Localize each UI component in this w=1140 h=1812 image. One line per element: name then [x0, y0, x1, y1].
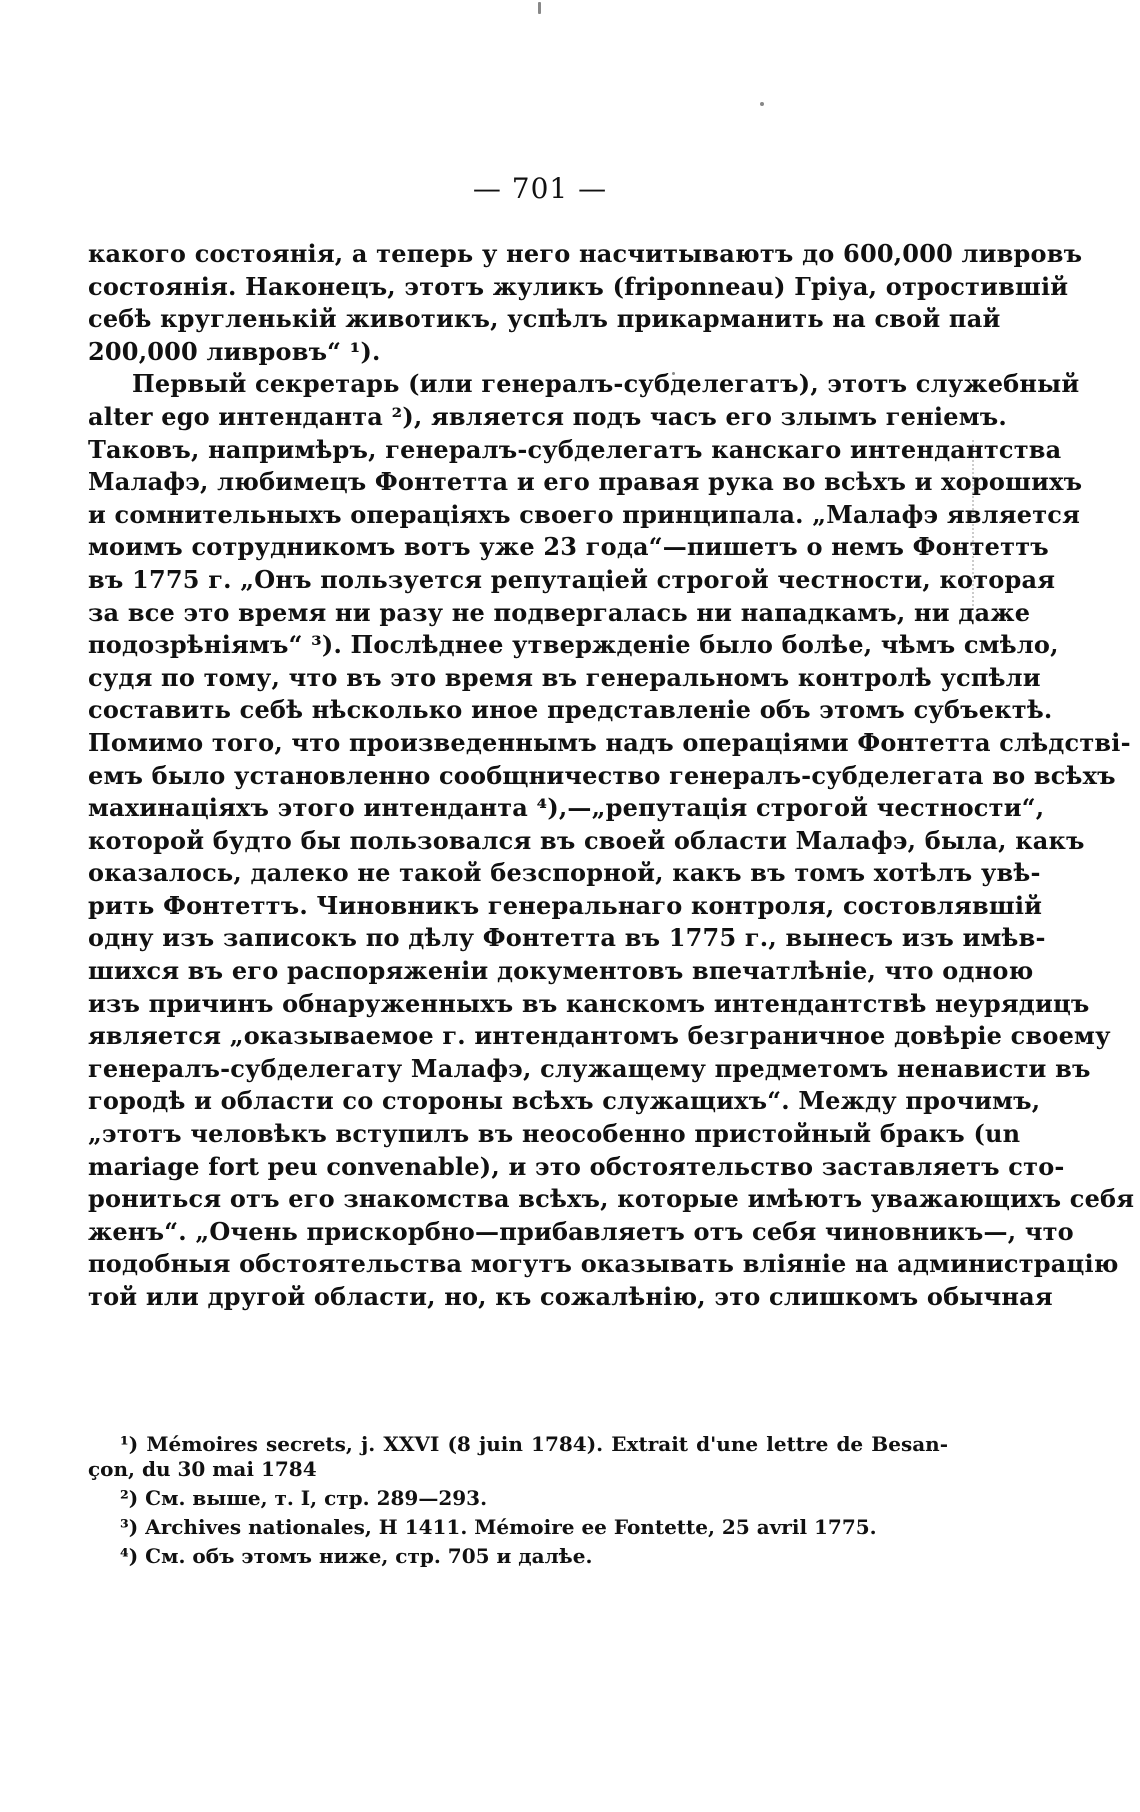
page-speck — [760, 102, 764, 106]
text-line: которой будто бы пользовался въ своей области Малафэ, была, какъ — [88, 825, 1085, 855]
text-line: „этотъ человѣкъ вступилъ въ неособенно пристойный бракъ (un — [88, 1119, 1021, 1149]
footnote-line: çon, du 30 mai 1784 — [88, 1457, 317, 1481]
text-line: городѣ и области со стороны всѣхъ служащихъ“. Между прочимъ, — [88, 1086, 1041, 1116]
footnote — [88, 1515, 948, 1540]
text-line: подозрѣніямъ“ ³). Послѣднее утвержденіе было болѣе, чѣмъ смѣло, — [88, 630, 1059, 660]
text-line: и сомнительныхъ операціяхъ своего принципала. „Малафэ является — [88, 499, 1081, 529]
text-line: махинаціяхъ этого интенданта ⁴),—„репутація строгой честности“, — [88, 793, 1045, 823]
text-line: Таковъ, напримѣръ, генералъ-субделегатъ канскаго интендантства — [88, 434, 1062, 464]
text-line: состоянія. Наконецъ, этотъ жуликъ (friponneau) Гріуа, отростившій — [88, 271, 1069, 301]
text-line: въ 1775 г. „Онъ пользуется репутаціей строгой честности, которая — [88, 564, 1056, 594]
footnotes — [88, 1432, 948, 1569]
footnote-line: ¹) Mémoires secrets, j. XXVI (8 juin 1784). Extrait d'une lettre de Besan- — [120, 1432, 948, 1456]
text-line: емъ было установленно сообщничество генералъ-субделегата во всѣхъ — [88, 760, 1116, 790]
text-line: alter ego интенданта ²), является подъ часъ его злымъ геніемъ. — [88, 401, 1007, 431]
footnote-line: ²) См. выше, т. I, стр. 289—293. — [120, 1486, 488, 1510]
text-line: судя по тому, что въ это время въ генеральномъ контролѣ успѣли — [88, 662, 1041, 692]
text-line: рониться отъ его знакомства всѣхъ, которые имѣютъ уважающихъ себя — [88, 1184, 1135, 1214]
text-line: женъ“. „Очень прискорбно—прибавляетъ отъ себя чиновникъ—, что — [88, 1216, 1074, 1246]
text-line: Помимо того, что произведеннымъ надъ операціями Фонтетта слѣдстві- — [88, 727, 1131, 757]
page-speck — [538, 2, 541, 14]
text-line: за все это время ни разу не подвергалась ни нападкамъ, ни даже — [88, 597, 1031, 627]
text-line: моимъ сотрудникомъ вотъ уже 23 года“—пишетъ о немъ Фонтеттъ — [88, 532, 1049, 562]
text-line: подобныя обстоятельства могутъ оказывать вліяніе на администрацію — [88, 1249, 1119, 1279]
page-number: — 701 — — [472, 172, 608, 205]
main-text — [88, 238, 1135, 1314]
text-line: оказалось, далеко не такой безспорной, какъ въ томъ хотѣлъ увѣ- — [88, 858, 1041, 888]
text-line: себѣ кругленькій животикъ, успѣлъ прикарманить на свой пай — [88, 304, 1001, 334]
text-line: какого состоянія, а теперь у него насчитываютъ до 600,000 ливровъ — [88, 239, 1083, 268]
text-line: является „оказываемое г. интендантомъ безграничное довѣріе своему — [88, 1021, 1111, 1051]
text-line: генералъ-субделегату Малафэ, служащему предметомъ ненависти въ — [88, 1053, 1091, 1083]
footnote-line: ³) Archives nationales, H 1411. Mémoire ee Fontette, 25 avril 1775. — [120, 1515, 877, 1539]
text-line: mariage fort peu convenable), и это обстоятельство заставляетъ сто- — [88, 1151, 1065, 1181]
text-line: Первый секретарь (или генералъ-субделегатъ), этотъ служебный — [132, 369, 1080, 399]
text-line: рить Фонтеттъ. Чиновникъ генеральнаго контроля, состовлявшій — [88, 890, 1043, 920]
text-line: изъ причинъ обнаруженныхъ въ канскомъ интендантствѣ неурядицъ — [88, 988, 1090, 1018]
footnote — [88, 1432, 948, 1482]
text-line: 200,000 ливровъ“ ¹). — [88, 336, 381, 366]
footnote — [88, 1544, 948, 1569]
text-line: одну изъ записокъ по дѣлу Фонтетта въ 1775 г., вынесъ изъ имѣв- — [88, 923, 1046, 953]
footnote — [88, 1486, 948, 1511]
text-line: той или другой области, но, къ сожалѣнію, это слишкомъ обычная — [88, 1282, 1053, 1311]
text-line: составить себѣ нѣсколько иное представленіе объ этомъ субъектѣ. — [88, 695, 1053, 725]
footnote-line: ⁴) См. объ этомъ ниже, стр. 705 и далѣе. — [120, 1544, 593, 1568]
text-line: шихся въ его распоряженіи документовъ впечатлѣніе, что одною — [88, 956, 1034, 986]
text-line: Малафэ, любимецъ Фонтетта и его правая рука во всѣхъ и хорошихъ — [88, 467, 1083, 497]
